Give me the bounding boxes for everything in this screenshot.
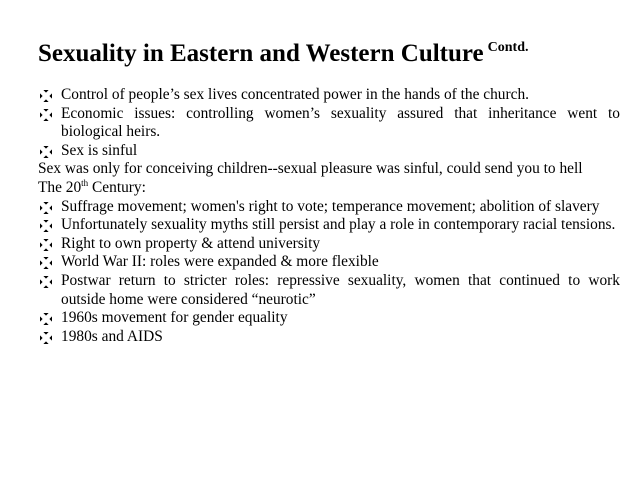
bullet-item bbox=[38, 309, 620, 328]
item-text: Right to own property & attend university bbox=[61, 234, 321, 252]
bullet-item bbox=[38, 142, 620, 161]
bullet-item bbox=[38, 328, 620, 347]
item-text: Control of people’s sex lives concentrated power in the hands of the church. bbox=[61, 86, 529, 103]
diamond-bullet-icon bbox=[40, 109, 52, 121]
title-suffix: Contd. bbox=[487, 40, 529, 55]
diamond-bullet-icon bbox=[40, 202, 52, 214]
diamond-bullet-icon bbox=[40, 90, 52, 102]
item-text: World War II: roles were expanded & more flexible bbox=[61, 253, 379, 271]
text-line bbox=[38, 160, 620, 179]
bullet-item bbox=[38, 253, 620, 272]
diamond-bullet-icon bbox=[40, 220, 52, 232]
title-text: Sexuality in Eastern and Western Culture bbox=[38, 40, 484, 67]
diamond-bullet-icon bbox=[40, 332, 52, 344]
item-text: Postwar return to stricter roles: repressive sexuality, women that continued to work outside home were considered “neurotic” bbox=[61, 271, 620, 308]
bullet-item bbox=[38, 235, 620, 254]
item-text: Unfortunately sexuality myths still persist and play a role in contemporary racial tensions. bbox=[61, 216, 616, 234]
bullet-item bbox=[38, 216, 620, 235]
item-text: Suffrage movement; women's right to vote; temperance movement; abolition of slavery bbox=[61, 197, 600, 215]
item-text: 1980s and AIDS bbox=[61, 327, 163, 345]
diamond-bullet-icon bbox=[40, 313, 52, 325]
diamond-bullet-icon bbox=[40, 239, 52, 251]
diamond-bullet-icon bbox=[40, 276, 52, 288]
item-text: 1960s movement for gender equality bbox=[61, 309, 288, 327]
bullet-item bbox=[38, 86, 620, 105]
superscript: th bbox=[81, 177, 89, 188]
diamond-bullet-icon bbox=[40, 257, 52, 269]
bullet-item bbox=[38, 105, 620, 142]
diamond-bullet-icon bbox=[40, 146, 52, 158]
slide-title bbox=[38, 33, 628, 69]
text-segment: Century: bbox=[88, 178, 146, 196]
item-text: Economic issues: controlling women’s sexuality assured that inheritance went to biological heirs. bbox=[61, 104, 620, 141]
slide-body bbox=[38, 86, 620, 346]
bullet-item bbox=[38, 198, 620, 217]
item-text: Sex is sinful bbox=[61, 141, 138, 159]
bullet-item bbox=[38, 272, 620, 309]
item-text: Sex was only for conceiving children--sexual pleasure was sinful, could send you to hell bbox=[38, 160, 583, 178]
text-line bbox=[38, 179, 620, 198]
text-segment: The 20 bbox=[38, 178, 82, 196]
